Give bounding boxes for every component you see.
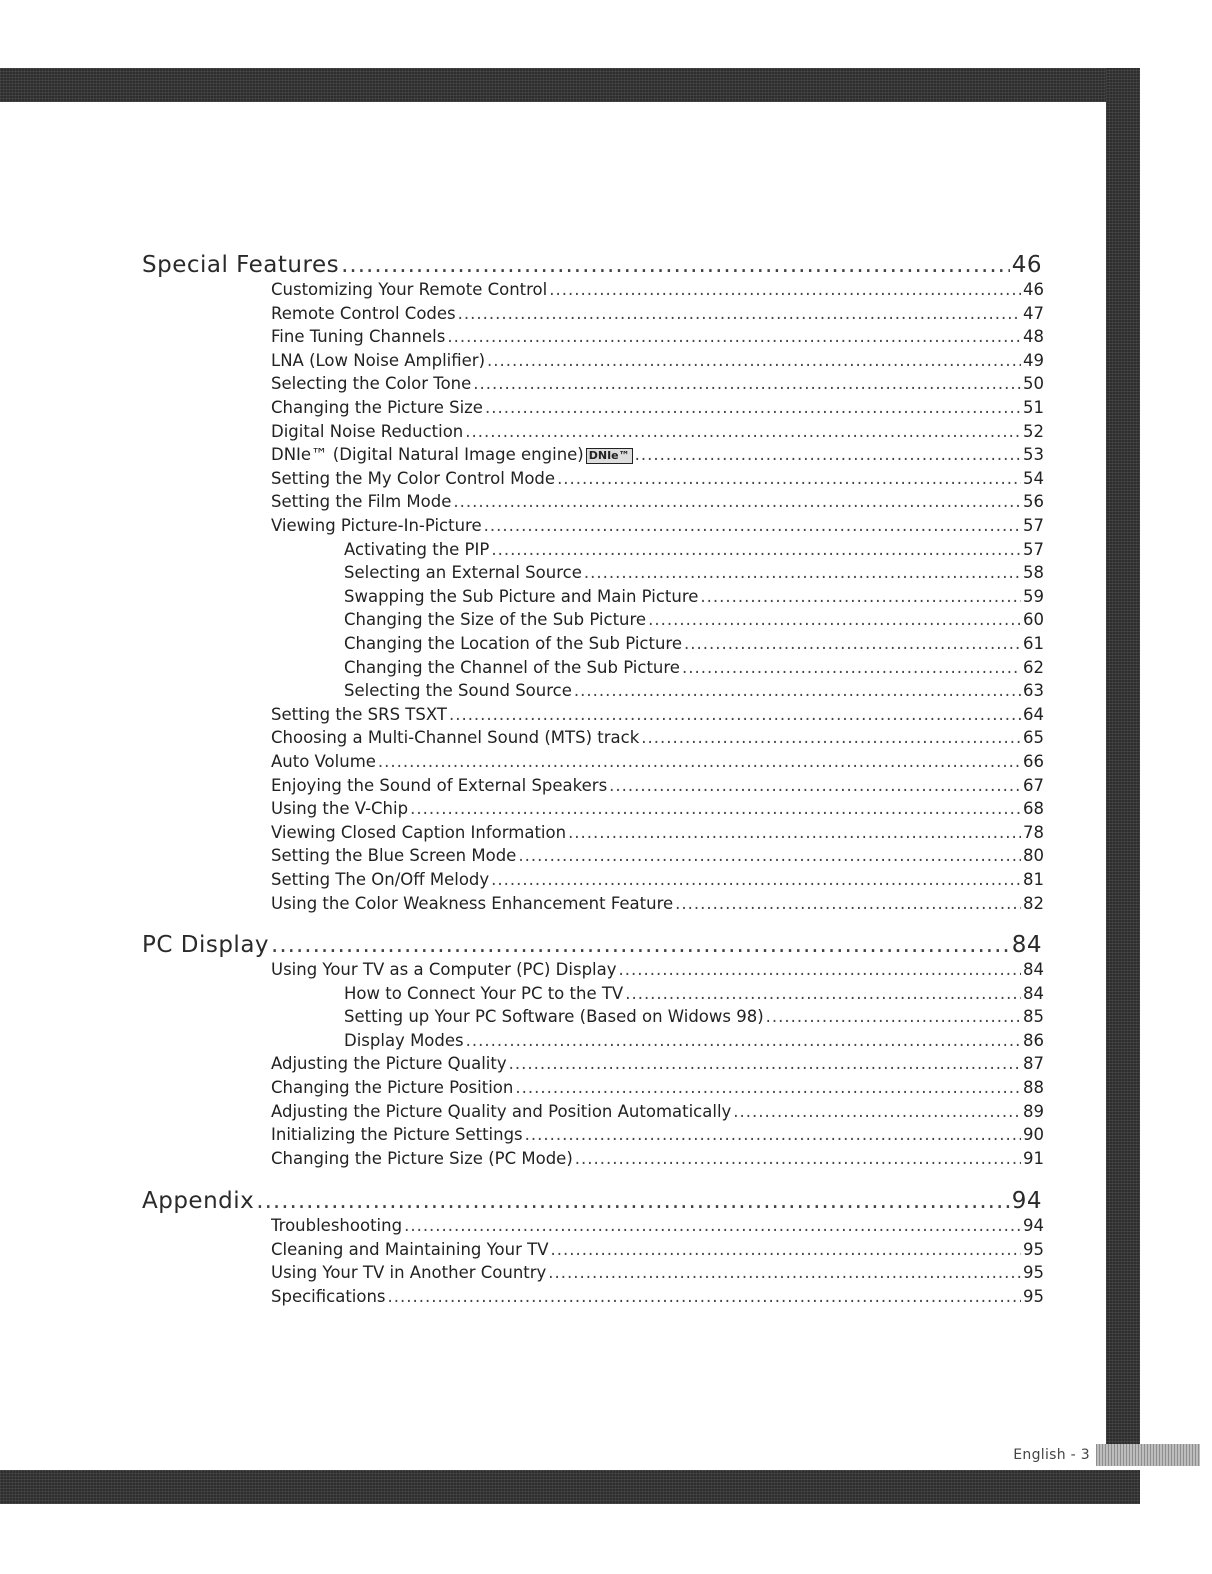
toc-entry[interactable]: [344, 631, 1044, 653]
toc-entry-title: Changing the Channel of the Sub Picture: [344, 657, 680, 677]
toc-section-title: PC Display: [142, 932, 270, 958]
toc-entry-title: Using Your TV in Another Country: [271, 1263, 547, 1283]
toc-entry-page: 91: [1023, 1148, 1044, 1168]
toc-leader-dots: [388, 1287, 1021, 1306]
toc-entry-title: Selecting the Color Tone: [271, 374, 472, 394]
toc-entry[interactable]: [271, 1146, 1044, 1168]
toc-leader-dots: [574, 681, 1021, 700]
toc-entry-title: Viewing Picture-In-Picture: [271, 516, 482, 535]
toc-entry-title: Display Modes: [344, 1030, 464, 1050]
toc-entry-page: 57: [1023, 516, 1044, 535]
toc-entry[interactable]: [271, 301, 1044, 323]
toc-entry[interactable]: [344, 560, 1044, 582]
toc-entry-page: 51: [1023, 398, 1044, 417]
toc-entry-title: Setting the Blue Screen Mode: [271, 846, 517, 866]
toc-entry[interactable]: [271, 1075, 1044, 1097]
toc-entry-title: How to Connect Your PC to the TV: [344, 983, 624, 1003]
toc-entry-page: 90: [1023, 1125, 1044, 1145]
toc-entry-title: Setting The On/Off Melody: [271, 870, 490, 889]
toc-entry-title: Adjusting the Picture Quality: [271, 1054, 507, 1074]
toc-entry-title: Setting up Your PC Software (Based on Widows 98): [344, 1007, 764, 1027]
toc-entry-title: Selecting an External Source: [344, 563, 582, 583]
toc-leader-dots: [575, 1149, 1021, 1168]
toc-leader-dots: [491, 870, 1021, 889]
toc-entry-title: Troubleshooting: [271, 1216, 403, 1235]
dnie-logo-badge: DNIe™: [586, 448, 633, 464]
toc-entry[interactable]: [271, 395, 1044, 417]
toc-entry[interactable]: [344, 537, 1044, 559]
toc-entry-title: Activating the PIP: [344, 539, 490, 559]
toc-section-page: 94: [1011, 1188, 1042, 1214]
toc-entry[interactable]: [271, 348, 1044, 370]
right-border-bar: [1106, 68, 1140, 1463]
toc-leader-dots: [733, 1102, 1021, 1121]
toc-leader-dots: [509, 1054, 1021, 1073]
toc-entry-title: Using the V-Chip: [271, 799, 409, 819]
toc-section-heading[interactable]: [142, 930, 1042, 958]
toc-entry[interactable]: [271, 773, 1044, 795]
toc-leader-dots: [491, 540, 1021, 559]
toc-entry-title: Initializing the Picture Settings: [271, 1125, 523, 1145]
toc-entry[interactable]: [344, 1004, 1044, 1026]
toc-leader-dots: [584, 563, 1021, 582]
toc-entry-title: Adjusting the Picture Quality and Position Automatically: [271, 1101, 732, 1121]
toc-entry[interactable]: [271, 442, 1044, 464]
toc-leader-dots: [484, 516, 1021, 535]
toc-entry-page: 94: [1023, 1216, 1044, 1235]
toc-entry[interactable]: [271, 513, 1044, 535]
toc-entry-title: Changing the Size of the Sub Picture: [344, 610, 647, 630]
toc-leader-dots: [485, 398, 1021, 417]
toc-entry-title: Setting the Film Mode: [271, 492, 452, 512]
toc-entry-page: 66: [1023, 752, 1044, 771]
toc-leader-dots: [568, 823, 1021, 842]
toc-leader-dots: [515, 1078, 1021, 1097]
toc-entry[interactable]: [271, 820, 1044, 842]
toc-section-page: 46: [1011, 252, 1042, 278]
toc-leader-dots: [378, 752, 1021, 771]
toc-entry-page: 49: [1023, 350, 1044, 370]
toc-entry[interactable]: [271, 466, 1044, 488]
toc-entry-page: 52: [1023, 421, 1044, 441]
toc-entry-page: 85: [1023, 1007, 1044, 1027]
toc-entry[interactable]: [344, 607, 1044, 629]
toc-entry[interactable]: [271, 957, 1044, 979]
toc-entry[interactable]: [271, 867, 1044, 889]
toc-entry-title: LNA (Low Noise Amplifier): [271, 350, 486, 370]
toc-entry-page: 50: [1023, 374, 1044, 394]
toc-entry-title: Choosing a Multi-Channel Sound (MTS) track: [271, 728, 640, 748]
toc-leader-dots: [619, 960, 1021, 979]
toc-entry-title: Swapping the Sub Picture and Main Picture: [344, 586, 699, 606]
toc-entry-page: 58: [1023, 563, 1044, 583]
toc-entry-title: Changing the Picture Size (PC Mode): [271, 1148, 573, 1168]
top-border-bar: [0, 68, 1140, 102]
toc-leader-dots: [271, 932, 1010, 958]
toc-leader-dots: [447, 327, 1021, 346]
toc-section-heading[interactable]: [142, 1186, 1042, 1214]
toc-entry[interactable]: [271, 1237, 1044, 1259]
toc-leader-dots: [682, 658, 1021, 677]
page-footer: English - 3: [1013, 1447, 1090, 1463]
toc-entry[interactable]: [344, 1028, 1044, 1050]
toc-entry-title: Auto Volume: [271, 752, 376, 771]
toc-entry[interactable]: [344, 655, 1044, 677]
toc-leader-dots: [465, 422, 1021, 441]
toc-leader-dots: [466, 1031, 1021, 1050]
toc-entry-title: Viewing Closed Caption Information: [271, 822, 567, 842]
toc-leader-dots: [256, 1188, 1009, 1214]
toc-entry-page: 68: [1023, 799, 1044, 819]
toc-entry[interactable]: [344, 981, 1044, 1003]
toc-entry-title: Changing the Picture Size: [271, 398, 483, 417]
toc-entry-page: 48: [1023, 327, 1044, 347]
toc-leader-dots: [404, 1216, 1021, 1235]
toc-leader-dots: [625, 984, 1021, 1003]
toc-entry-page: 95: [1023, 1263, 1044, 1283]
toc-entry[interactable]: [271, 843, 1044, 865]
toc-entry-title: Remote Control Codes: [271, 303, 456, 323]
toc-entry-page: 53: [1023, 445, 1044, 465]
toc-entry[interactable]: [271, 1099, 1044, 1121]
toc-entry-page: 59: [1023, 586, 1044, 606]
toc-entry[interactable]: [344, 584, 1044, 606]
toc-entry[interactable]: [271, 1260, 1044, 1282]
toc-entry-title: Selecting the Sound Source: [344, 681, 572, 701]
toc-entry-page: 67: [1023, 775, 1044, 795]
toc-entry-page: 62: [1023, 657, 1044, 677]
toc-entry[interactable]: [271, 702, 1044, 724]
toc-leader-dots: [487, 351, 1021, 370]
toc-leader-dots: [700, 587, 1021, 606]
toc-entry-page: 46: [1023, 280, 1044, 299]
toc-entry-page: 81: [1023, 870, 1044, 889]
toc-leader-dots: [675, 894, 1021, 913]
toc-entry-page: 78: [1023, 822, 1044, 842]
toc-entry[interactable]: [271, 371, 1044, 393]
toc-section-title: Appendix: [142, 1188, 255, 1214]
toc-entry-page: 80: [1023, 846, 1044, 866]
toc-entry-title: DNIe™ (Digital Natural Image engine): [271, 445, 584, 465]
toc-entry[interactable]: [271, 419, 1044, 441]
toc-entry-page: 82: [1023, 893, 1044, 913]
toc-entry-page: 86: [1023, 1030, 1044, 1050]
toc-entry-page: 65: [1023, 728, 1044, 748]
toc-entry-page: 95: [1023, 1286, 1044, 1306]
toc-entry[interactable]: [271, 1213, 1044, 1235]
toc-entry-title: Digital Noise Reduction: [271, 421, 464, 441]
toc-entry-page: 56: [1023, 492, 1044, 512]
toc-entry-page: 89: [1023, 1101, 1044, 1121]
toc-entry[interactable]: [271, 725, 1044, 747]
toc-entry-title: Fine Tuning Channels: [271, 327, 446, 347]
toc-entry-page: 95: [1023, 1239, 1044, 1259]
toc-leader-dots: [410, 799, 1021, 818]
toc-section-title: Special Features: [142, 252, 340, 278]
toc-entry[interactable]: [271, 1122, 1044, 1144]
toc-entry[interactable]: [271, 324, 1044, 346]
toc-leader-dots: [458, 304, 1021, 323]
toc-leader-dots: [525, 1125, 1021, 1144]
toc-section-page: 84: [1011, 932, 1042, 958]
toc-entry-title: Customizing Your Remote Control: [271, 280, 548, 299]
toc-leader-dots: [648, 610, 1021, 629]
toc-entry-title: Setting the My Color Control Mode: [271, 468, 556, 488]
toc-entry-page: 84: [1023, 983, 1044, 1003]
toc-entry-page: 88: [1023, 1078, 1044, 1097]
toc-entry-page: 57: [1023, 539, 1044, 559]
toc-entry-title: Using Your TV as a Computer (PC) Display: [271, 960, 617, 979]
toc-entry-page: 54: [1023, 468, 1044, 488]
toc-leader-dots: [766, 1007, 1021, 1026]
toc-entry[interactable]: [271, 1284, 1044, 1306]
toc-entry[interactable]: [271, 891, 1044, 913]
toc-entry[interactable]: [271, 277, 1044, 299]
toc-leader-dots: [341, 252, 1010, 278]
toc-entry[interactable]: [271, 489, 1044, 511]
toc-leader-dots: [684, 634, 1021, 653]
toc-entry[interactable]: [271, 1051, 1044, 1073]
toc-leader-dots: [550, 1240, 1021, 1259]
toc-entry-page: 87: [1023, 1054, 1044, 1074]
toc-leader-dots: [449, 705, 1021, 724]
toc-section-heading[interactable]: [142, 250, 1042, 278]
toc-entry-page: 64: [1023, 704, 1044, 724]
toc-entry[interactable]: [344, 678, 1044, 700]
toc-entry-title: Changing the Picture Position: [271, 1078, 514, 1097]
toc-entry-page: 60: [1023, 610, 1044, 630]
toc-entry-page: 61: [1023, 634, 1044, 653]
toc-leader-dots: [549, 280, 1021, 299]
toc-leader-dots: [453, 492, 1021, 511]
toc-entry[interactable]: [271, 749, 1044, 771]
toc-entry-title: Enjoying the Sound of External Speakers: [271, 775, 608, 795]
toc-leader-dots: [557, 469, 1021, 488]
toc-entry-title: Specifications: [271, 1286, 386, 1306]
toc-entry[interactable]: [271, 796, 1044, 818]
toc-entry-title: Setting the SRS TSXT: [271, 704, 447, 724]
toc-leader-dots: [635, 445, 1021, 464]
toc-entry-title: Changing the Location of the Sub Picture: [344, 634, 683, 653]
toc-leader-dots: [609, 776, 1021, 795]
bottom-border-bar: [0, 1470, 1140, 1504]
toc-leader-dots: [518, 846, 1021, 865]
toc-leader-dots: [641, 728, 1021, 747]
toc-leader-dots: [548, 1263, 1021, 1282]
toc-leader-dots: [473, 374, 1021, 393]
toc-entry-title: Using the Color Weakness Enhancement Feature: [271, 893, 674, 913]
toc-entry-page: 84: [1023, 960, 1044, 979]
toc-entry-page: 63: [1023, 681, 1044, 701]
page-marker-pattern: [1096, 1444, 1200, 1466]
toc-entry-page: 47: [1023, 303, 1044, 323]
toc-entry-title: Cleaning and Maintaining Your TV: [271, 1239, 549, 1259]
